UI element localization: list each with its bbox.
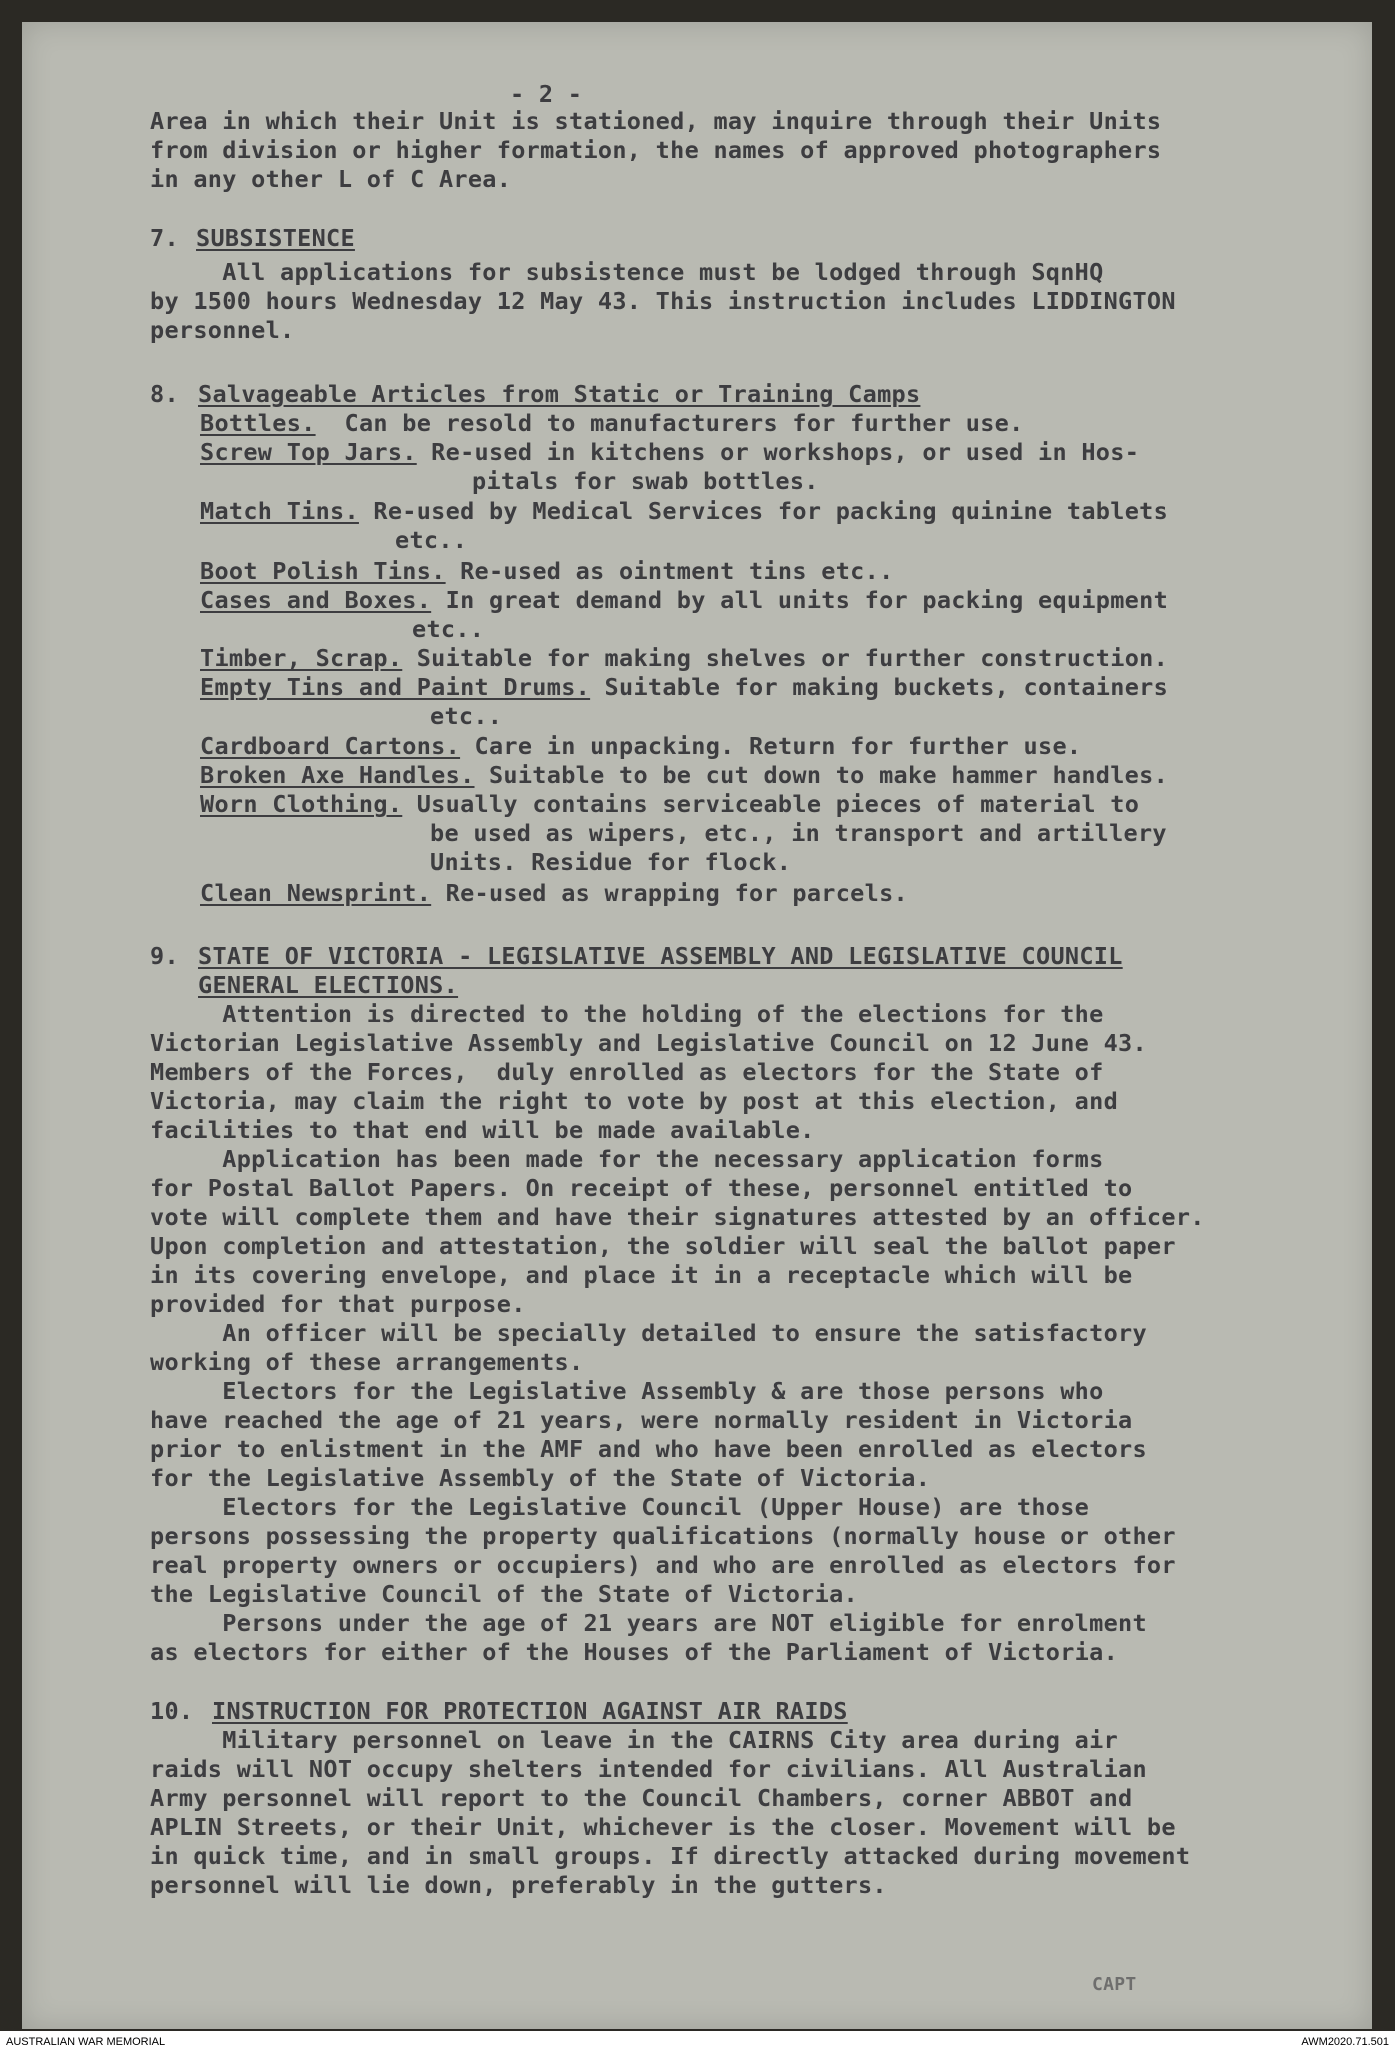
salvage-item-continuation: etc..: [395, 526, 468, 554]
salvage-item-continuation: etc..: [412, 615, 485, 643]
section-9-line: for Postal Ballot Papers. On receipt of these, personnel entitled to: [150, 1174, 1133, 1202]
section-9-line: Members of the Forces, duly enrolled as electors for the State of: [150, 1058, 1104, 1086]
salvage-item-text: In great demand by all units for packing equipment: [431, 586, 1169, 614]
salvage-item-continuation: Units. Residue for flock.: [430, 848, 792, 876]
section-9-line: vote will complete them and have their signatures attested by an officer.: [150, 1203, 1205, 1231]
salvage-item-text: Care in unpacking. Return for further use.: [460, 732, 1082, 760]
section-9-title: STATE OF VICTORIA - LEGISLATIVE ASSEMBLY AND LEGISLATIVE COUNCIL: [198, 942, 1123, 970]
intro-line: in any other L of C Area.: [150, 165, 512, 193]
section-10-number: 10.: [150, 1697, 194, 1725]
section-10-line: in quick time, and in small groups. If directly attacked during movement: [150, 1842, 1191, 1870]
section-9-line: Upon completion and attestation, the soldier will seal the ballot paper: [150, 1232, 1176, 1260]
section-7-line: All applications for subsistence must be lodged through SqnHQ: [150, 258, 1104, 286]
section-9-line: Victorian Legislative Assembly and Legislative Council on 12 June 43.: [150, 1029, 1147, 1057]
salvage-item-text: Can be resold to manufacturers for further use.: [315, 409, 1024, 437]
footer-institution: AUSTRALIAN WAR MEMORIAL: [6, 2036, 166, 2048]
salvage-item-text: Re-used in kitchens or workshops, or used in Hos-: [416, 438, 1140, 466]
salvage-item-label: Timber, Scrap.: [200, 644, 403, 672]
catchword: CAPT: [1092, 1974, 1137, 1995]
section-9-line: An officer will be specially detailed to ensure the satisfactory: [150, 1319, 1147, 1347]
section-9-line: provided for that purpose.: [150, 1290, 526, 1318]
section-8-title: Salvageable Articles from Static or Training Camps: [198, 380, 921, 408]
salvage-item: [200, 673, 1168, 702]
salvage-item: [200, 586, 1168, 615]
salvage-item: [200, 409, 1024, 438]
salvage-item-continuation: etc..: [430, 702, 503, 730]
section-10-line: Army personnel will report to the Council Chambers, corner ABBOT and: [150, 1784, 1133, 1812]
archive-footer: [0, 2031, 1395, 2061]
salvage-item-text: Re-used by Medical Services for packing quinine tablets: [358, 497, 1169, 525]
salvage-item-text: Suitable for making buckets, containers: [590, 673, 1169, 701]
section-10-line: raids will NOT occupy shelters intended for civilians. All Australian: [150, 1755, 1147, 1783]
section-9-line: Electors for the Legislative Council (Upper House) are those: [150, 1493, 1090, 1521]
section-9-line: in its covering envelope, and place it in a receptacle which will be: [150, 1261, 1133, 1289]
salvage-item-label: Match Tins.: [200, 497, 359, 525]
section-9-line: Attention is directed to the holding of the elections for the: [150, 1000, 1104, 1028]
section-9-line: Persons under the age of 21 years are NOT eligible for enrolment: [150, 1609, 1147, 1637]
section-10-line: APLIN Streets, or their Unit, whichever is the closer. Movement will be: [150, 1813, 1176, 1841]
salvage-item-text: Re-used as wrapping for parcels.: [431, 879, 908, 907]
salvage-item-text: Suitable to be cut down to make hammer handles.: [474, 761, 1169, 789]
section-10-line: personnel will lie down, preferably in the gutters.: [150, 1871, 887, 1899]
section-7-title: SUBSISTENCE: [196, 224, 355, 252]
section-9-line: Electors for the Legislative Assembly & are those persons who: [150, 1377, 1104, 1405]
section-9-line: as electors for either of the Houses of the Parliament of Victoria.: [150, 1638, 1119, 1666]
salvage-item-label: Cardboard Cartons.: [200, 732, 461, 760]
section-9-line: for the Legislative Assembly of the State of Victoria.: [150, 1464, 931, 1492]
salvage-item-label: Cases and Boxes.: [200, 586, 432, 614]
salvage-item: [200, 644, 1168, 673]
section-9-line: persons possessing the property qualifications (normally house or other: [150, 1522, 1176, 1550]
salvage-item: [200, 790, 1139, 819]
intro-line: from division or higher formation, the names of approved photographers: [150, 136, 1162, 164]
section-9-line: have reached the age of 21 years, were normally resident in Victoria: [150, 1406, 1133, 1434]
salvage-item: [200, 732, 1081, 761]
section-7-line: by 1500 hours Wednesday 12 May 43. This instruction includes LIDDINGTON: [150, 287, 1176, 315]
section-9-line: prior to enlistment in the AMF and who have been enrolled as electors: [150, 1435, 1147, 1463]
section-9-line: facilities to that end will be made available.: [150, 1116, 815, 1144]
salvage-item-label: Bottles.: [200, 409, 316, 437]
salvage-item-text: Re-used as ointment tins etc..: [445, 557, 894, 585]
footer-reference: AWM2020.71.501: [1301, 2036, 1389, 2048]
page-number: - 2 -: [510, 80, 583, 108]
section-9-line: Victoria, may claim the right to vote by post at this election, and: [150, 1087, 1119, 1115]
salvage-item-text: Suitable for making shelves or further construction.: [402, 644, 1169, 672]
salvage-item: [200, 497, 1168, 526]
salvage-item-label: Clean Newsprint.: [200, 879, 432, 907]
section-10-title: INSTRUCTION FOR PROTECTION AGAINST AIR RAIDS: [212, 1697, 848, 1725]
salvage-item-continuation: be used as wipers, etc., in transport and artillery: [430, 819, 1167, 847]
section-9-title-cont: GENERAL ELECTIONS.: [198, 971, 459, 999]
salvage-item-label: Screw Top Jars.: [200, 438, 417, 466]
salvage-item-label: Broken Axe Handles.: [200, 761, 475, 789]
salvage-item-label: Worn Clothing.: [200, 790, 403, 818]
document-page: [22, 22, 1372, 2029]
salvage-item: [200, 438, 1139, 467]
salvage-item-label: Boot Polish Tins.: [200, 557, 446, 585]
salvage-item: [200, 557, 894, 586]
section-9-line: Application has been made for the necessary application forms: [150, 1145, 1104, 1173]
section-8-number: 8.: [150, 380, 179, 408]
section-9-line: working of these arrangements.: [150, 1348, 584, 1376]
salvage-item: [200, 761, 1168, 790]
salvage-item-label: Empty Tins and Paint Drums.: [200, 673, 591, 701]
salvage-item-text: Usually contains serviceable pieces of material to: [402, 790, 1140, 818]
section-9-line: the Legislative Council of the State of Victoria.: [150, 1580, 858, 1608]
section-7-line: personnel.: [150, 316, 295, 344]
section-7-number: 7.: [150, 224, 179, 252]
section-10-line: Military personnel on leave in the CAIRNS City area during air: [150, 1726, 1119, 1754]
section-9-line: real property owners or occupiers) and who are enrolled as electors for: [150, 1551, 1176, 1579]
salvage-item-continuation: pitals for swab bottles.: [472, 467, 819, 495]
salvage-item: [200, 879, 908, 908]
section-9-number: 9.: [150, 942, 179, 970]
intro-line: Area in which their Unit is stationed, may inquire through their Units: [150, 107, 1162, 135]
